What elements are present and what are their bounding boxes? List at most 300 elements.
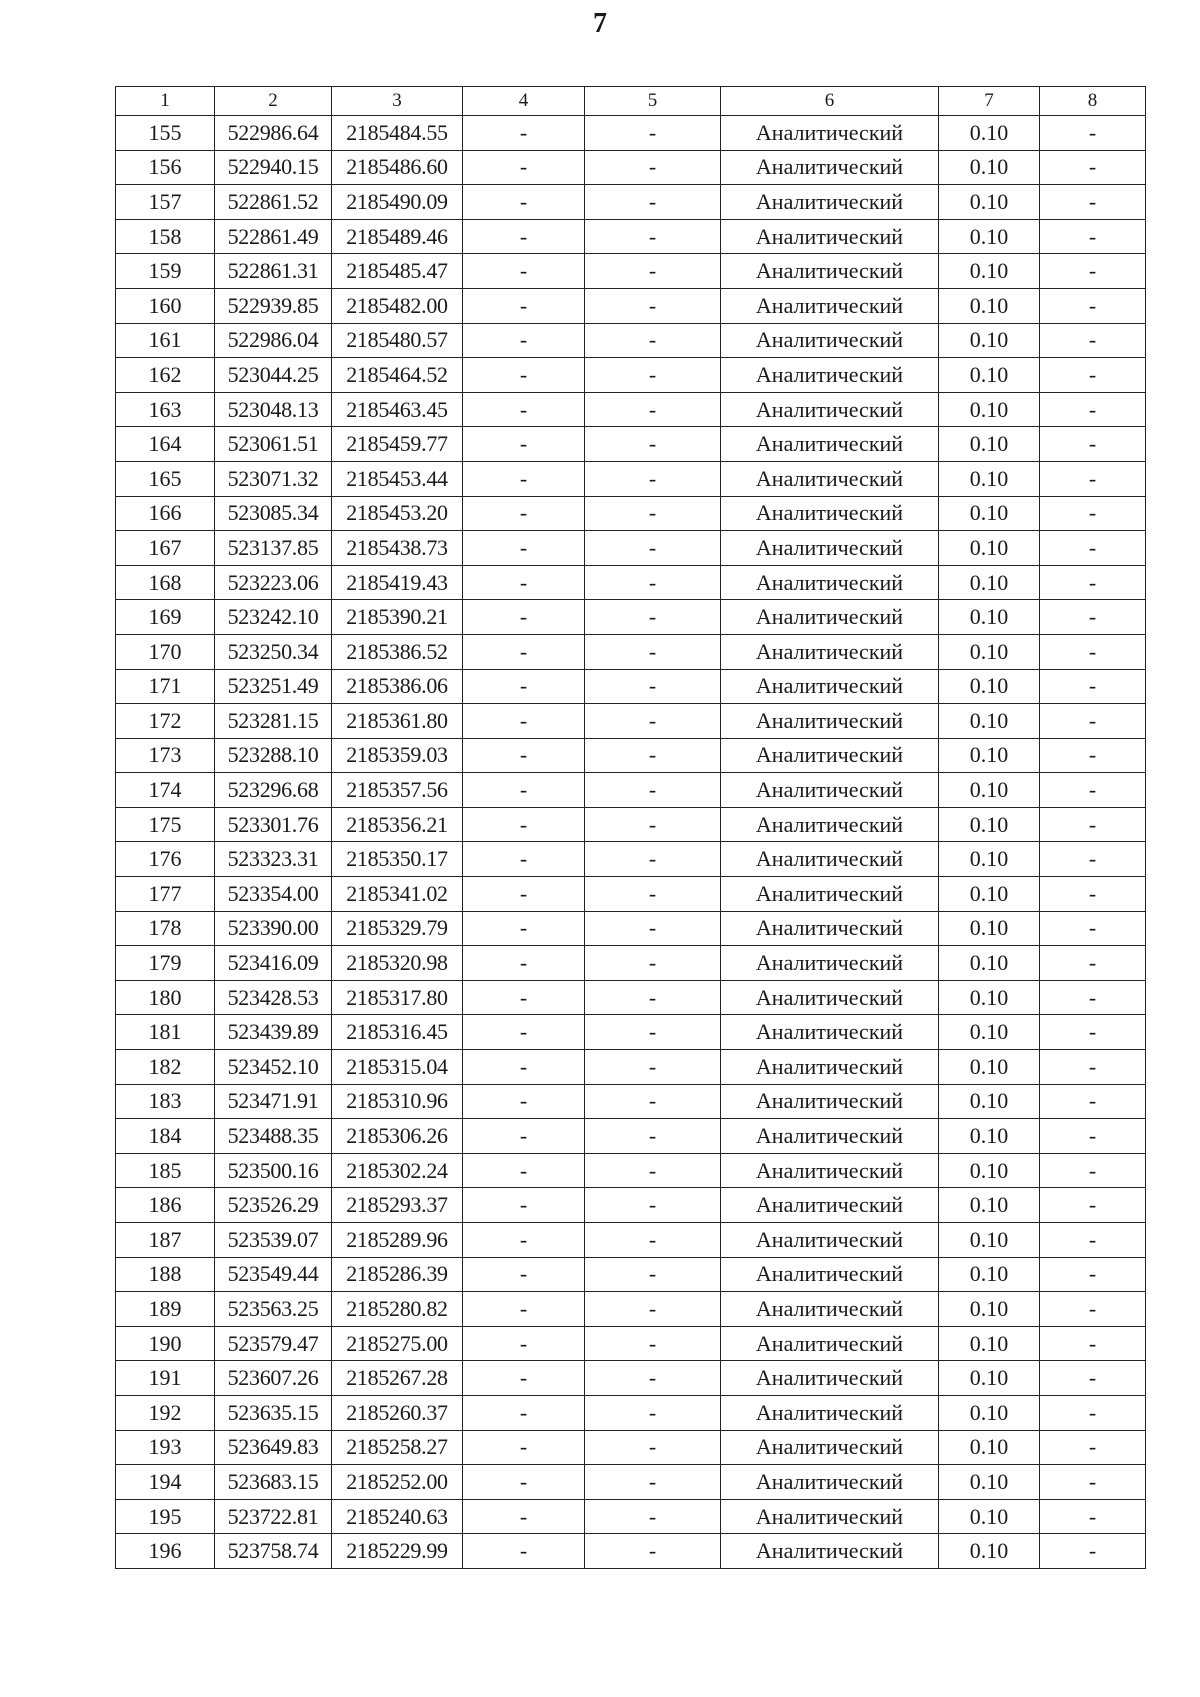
table-row — [116, 288, 1146, 323]
cell-coordinate-y: 2185359.03 — [332, 738, 463, 773]
cell-col-5: - — [585, 773, 721, 808]
table-row — [116, 150, 1146, 185]
cell-method: Аналитический — [721, 634, 939, 669]
cell-point-number: 162 — [116, 358, 215, 393]
cell-method: Аналитический — [721, 1084, 939, 1119]
cell-point-number: 185 — [116, 1153, 215, 1188]
table-row — [116, 1499, 1146, 1534]
cell-col-4: - — [463, 980, 585, 1015]
cell-col-8: - — [1040, 669, 1146, 704]
cell-col-5: - — [585, 1361, 721, 1396]
cell-col-5: - — [585, 738, 721, 773]
column-header: 6 — [721, 87, 939, 116]
cell-coordinate-x: 523722.81 — [215, 1499, 332, 1534]
cell-method: Аналитический — [721, 392, 939, 427]
cell-method: Аналитический — [721, 219, 939, 254]
cell-accuracy: 0.10 — [939, 254, 1040, 289]
cell-coordinate-x: 522940.15 — [215, 150, 332, 185]
cell-coordinate-x: 523539.07 — [215, 1223, 332, 1258]
cell-col-8: - — [1040, 1050, 1146, 1085]
cell-accuracy: 0.10 — [939, 1015, 1040, 1050]
table-row — [116, 496, 1146, 531]
cell-coordinate-x: 523549.44 — [215, 1257, 332, 1292]
cell-point-number: 163 — [116, 392, 215, 427]
cell-coordinate-x: 523635.15 — [215, 1395, 332, 1430]
cell-col-5: - — [585, 1465, 721, 1500]
table-row — [116, 323, 1146, 358]
cell-col-5: - — [585, 600, 721, 635]
cell-coordinate-x: 523390.00 — [215, 911, 332, 946]
table-body — [116, 116, 1146, 1569]
cell-point-number: 191 — [116, 1361, 215, 1396]
cell-accuracy: 0.10 — [939, 150, 1040, 185]
cell-coordinate-y: 2185286.39 — [332, 1257, 463, 1292]
cell-col-4: - — [463, 219, 585, 254]
cell-col-5: - — [585, 150, 721, 185]
cell-coordinate-x: 523488.35 — [215, 1119, 332, 1154]
cell-accuracy: 0.10 — [939, 496, 1040, 531]
cell-coordinate-y: 2185453.20 — [332, 496, 463, 531]
cell-coordinate-y: 2185489.46 — [332, 219, 463, 254]
cell-coordinate-y: 2185438.73 — [332, 531, 463, 566]
cell-col-5: - — [585, 1326, 721, 1361]
cell-coordinate-y: 2185260.37 — [332, 1395, 463, 1430]
column-header: 4 — [463, 87, 585, 116]
cell-col-5: - — [585, 704, 721, 739]
cell-col-5: - — [585, 877, 721, 912]
cell-col-5: - — [585, 1257, 721, 1292]
table-row — [116, 1257, 1146, 1292]
cell-coordinate-x: 523471.91 — [215, 1084, 332, 1119]
cell-coordinate-y: 2185390.21 — [332, 600, 463, 635]
cell-coordinate-y: 2185484.55 — [332, 116, 463, 151]
cell-method: Аналитический — [721, 254, 939, 289]
cell-col-8: - — [1040, 1119, 1146, 1154]
cell-col-4: - — [463, 634, 585, 669]
cell-point-number: 168 — [116, 565, 215, 600]
cell-col-4: - — [463, 1361, 585, 1396]
cell-col-4: - — [463, 496, 585, 531]
column-header: 5 — [585, 87, 721, 116]
cell-coordinate-y: 2185486.60 — [332, 150, 463, 185]
cell-point-number: 157 — [116, 185, 215, 220]
cell-accuracy: 0.10 — [939, 1084, 1040, 1119]
cell-col-8: - — [1040, 1430, 1146, 1465]
cell-point-number: 161 — [116, 323, 215, 358]
cell-col-4: - — [463, 565, 585, 600]
cell-col-8: - — [1040, 1534, 1146, 1569]
cell-col-5: - — [585, 358, 721, 393]
cell-point-number: 167 — [116, 531, 215, 566]
cell-col-4: - — [463, 323, 585, 358]
cell-coordinate-y: 2185386.06 — [332, 669, 463, 704]
cell-col-5: - — [585, 634, 721, 669]
cell-method: Аналитический — [721, 669, 939, 704]
table-row — [116, 842, 1146, 877]
cell-col-8: - — [1040, 565, 1146, 600]
cell-col-5: - — [585, 1050, 721, 1085]
cell-col-5: - — [585, 1153, 721, 1188]
cell-method: Аналитический — [721, 1292, 939, 1327]
cell-col-5: - — [585, 1015, 721, 1050]
cell-method: Аналитический — [721, 565, 939, 600]
cell-coordinate-y: 2185361.80 — [332, 704, 463, 739]
cell-coordinate-x: 523526.29 — [215, 1188, 332, 1223]
table-row — [116, 254, 1146, 289]
table-row — [116, 1119, 1146, 1154]
page-number: 7 — [593, 8, 607, 39]
cell-coordinate-y: 2185275.00 — [332, 1326, 463, 1361]
cell-accuracy: 0.10 — [939, 634, 1040, 669]
cell-col-8: - — [1040, 911, 1146, 946]
cell-col-8: - — [1040, 427, 1146, 462]
cell-accuracy: 0.10 — [939, 1361, 1040, 1396]
cell-accuracy: 0.10 — [939, 116, 1040, 151]
cell-coordinate-y: 2185310.96 — [332, 1084, 463, 1119]
cell-col-4: - — [463, 738, 585, 773]
cell-coordinate-x: 523301.76 — [215, 807, 332, 842]
cell-col-4: - — [463, 1257, 585, 1292]
column-header: 8 — [1040, 87, 1146, 116]
cell-col-5: - — [585, 1499, 721, 1534]
cell-col-8: - — [1040, 116, 1146, 151]
cell-point-number: 177 — [116, 877, 215, 912]
cell-col-8: - — [1040, 150, 1146, 185]
cell-point-number: 176 — [116, 842, 215, 877]
cell-coordinate-y: 2185341.02 — [332, 877, 463, 912]
cell-accuracy: 0.10 — [939, 323, 1040, 358]
cell-col-4: - — [463, 1015, 585, 1050]
cell-coordinate-x: 523354.00 — [215, 877, 332, 912]
table-row — [116, 185, 1146, 220]
cell-accuracy: 0.10 — [939, 1257, 1040, 1292]
cell-coordinate-y: 2185490.09 — [332, 185, 463, 220]
cell-col-5: - — [585, 565, 721, 600]
cell-coordinate-x: 523044.25 — [215, 358, 332, 393]
cell-col-4: - — [463, 773, 585, 808]
cell-col-5: - — [585, 116, 721, 151]
cell-point-number: 166 — [116, 496, 215, 531]
cell-method: Аналитический — [721, 1223, 939, 1258]
cell-point-number: 165 — [116, 461, 215, 496]
cell-col-4: - — [463, 807, 585, 842]
cell-coordinate-x: 523242.10 — [215, 600, 332, 635]
cell-method: Аналитический — [721, 807, 939, 842]
cell-col-4: - — [463, 911, 585, 946]
cell-col-5: - — [585, 1292, 721, 1327]
cell-accuracy: 0.10 — [939, 877, 1040, 912]
cell-col-5: - — [585, 1395, 721, 1430]
cell-coordinate-y: 2185315.04 — [332, 1050, 463, 1085]
cell-col-8: - — [1040, 185, 1146, 220]
cell-col-8: - — [1040, 946, 1146, 981]
cell-col-4: - — [463, 288, 585, 323]
cell-method: Аналитический — [721, 946, 939, 981]
cell-coordinate-y: 2185317.80 — [332, 980, 463, 1015]
cell-point-number: 184 — [116, 1119, 215, 1154]
cell-coordinate-x: 523071.32 — [215, 461, 332, 496]
table-row — [116, 392, 1146, 427]
cell-col-5: - — [585, 531, 721, 566]
cell-col-5: - — [585, 1430, 721, 1465]
table-row — [116, 600, 1146, 635]
cell-accuracy: 0.10 — [939, 600, 1040, 635]
cell-coordinate-x: 522939.85 — [215, 288, 332, 323]
cell-method: Аналитический — [721, 116, 939, 151]
column-header: 7 — [939, 87, 1040, 116]
cell-accuracy: 0.10 — [939, 669, 1040, 704]
cell-coordinate-x: 523439.89 — [215, 1015, 332, 1050]
cell-col-8: - — [1040, 1153, 1146, 1188]
cell-accuracy: 0.10 — [939, 704, 1040, 739]
cell-point-number: 174 — [116, 773, 215, 808]
cell-col-4: - — [463, 1499, 585, 1534]
cell-coordinate-x: 523323.31 — [215, 842, 332, 877]
cell-col-5: - — [585, 807, 721, 842]
cell-col-4: - — [463, 1534, 585, 1569]
cell-accuracy: 0.10 — [939, 980, 1040, 1015]
cell-col-5: - — [585, 288, 721, 323]
cell-accuracy: 0.10 — [939, 461, 1040, 496]
cell-col-8: - — [1040, 877, 1146, 912]
table-row — [116, 1534, 1146, 1569]
cell-point-number: 160 — [116, 288, 215, 323]
table-row — [116, 669, 1146, 704]
cell-method: Аналитический — [721, 877, 939, 912]
cell-coordinate-x: 523649.83 — [215, 1430, 332, 1465]
cell-col-4: - — [463, 358, 585, 393]
table-row — [116, 1153, 1146, 1188]
cell-col-4: - — [463, 1292, 585, 1327]
cell-coordinate-y: 2185463.45 — [332, 392, 463, 427]
cell-col-5: - — [585, 911, 721, 946]
cell-accuracy: 0.10 — [939, 531, 1040, 566]
cell-col-5: - — [585, 1084, 721, 1119]
cell-coordinate-y: 2185289.96 — [332, 1223, 463, 1258]
cell-coordinate-x: 523758.74 — [215, 1534, 332, 1569]
cell-point-number: 194 — [116, 1465, 215, 1500]
cell-point-number: 192 — [116, 1395, 215, 1430]
table-row — [116, 634, 1146, 669]
cell-coordinate-y: 2185480.57 — [332, 323, 463, 358]
cell-col-8: - — [1040, 1084, 1146, 1119]
table-row — [116, 1465, 1146, 1500]
cell-col-5: - — [585, 980, 721, 1015]
column-header: 3 — [332, 87, 463, 116]
cell-col-5: - — [585, 392, 721, 427]
cell-col-8: - — [1040, 358, 1146, 393]
cell-accuracy: 0.10 — [939, 773, 1040, 808]
cell-col-8: - — [1040, 738, 1146, 773]
table-row — [116, 1015, 1146, 1050]
coordinates-table — [115, 86, 1146, 1569]
cell-coordinate-x: 523579.47 — [215, 1326, 332, 1361]
cell-col-8: - — [1040, 461, 1146, 496]
cell-coordinate-x: 522861.49 — [215, 219, 332, 254]
cell-coordinate-x: 523500.16 — [215, 1153, 332, 1188]
cell-coordinate-x: 523251.49 — [215, 669, 332, 704]
cell-col-5: - — [585, 219, 721, 254]
cell-coordinate-x: 523085.34 — [215, 496, 332, 531]
cell-col-4: - — [463, 877, 585, 912]
cell-col-8: - — [1040, 634, 1146, 669]
cell-accuracy: 0.10 — [939, 1153, 1040, 1188]
cell-method: Аналитический — [721, 531, 939, 566]
cell-col-4: - — [463, 116, 585, 151]
table-row — [116, 1395, 1146, 1430]
cell-col-4: - — [463, 1465, 585, 1500]
cell-col-8: - — [1040, 1465, 1146, 1500]
table-row — [116, 565, 1146, 600]
cell-col-5: - — [585, 323, 721, 358]
cell-coordinate-x: 522986.64 — [215, 116, 332, 151]
cell-coordinate-x: 523683.15 — [215, 1465, 332, 1500]
cell-coordinate-x: 523137.85 — [215, 531, 332, 566]
cell-col-5: - — [585, 185, 721, 220]
cell-col-4: - — [463, 1119, 585, 1154]
cell-coordinate-x: 523607.26 — [215, 1361, 332, 1396]
cell-col-5: - — [585, 946, 721, 981]
cell-accuracy: 0.10 — [939, 1395, 1040, 1430]
cell-accuracy: 0.10 — [939, 946, 1040, 981]
cell-col-8: - — [1040, 1395, 1146, 1430]
cell-method: Аналитический — [721, 704, 939, 739]
cell-method: Аналитический — [721, 1534, 939, 1569]
cell-point-number: 175 — [116, 807, 215, 842]
cell-coordinate-x: 523296.68 — [215, 773, 332, 808]
cell-col-8: - — [1040, 1499, 1146, 1534]
cell-coordinate-x: 522986.04 — [215, 323, 332, 358]
cell-accuracy: 0.10 — [939, 1292, 1040, 1327]
cell-coordinate-y: 2185357.56 — [332, 773, 463, 808]
cell-method: Аналитический — [721, 600, 939, 635]
cell-col-8: - — [1040, 600, 1146, 635]
cell-col-4: - — [463, 531, 585, 566]
cell-accuracy: 0.10 — [939, 288, 1040, 323]
cell-coordinate-x: 523416.09 — [215, 946, 332, 981]
cell-col-8: - — [1040, 773, 1146, 808]
cell-point-number: 187 — [116, 1223, 215, 1258]
cell-accuracy: 0.10 — [939, 565, 1040, 600]
cell-accuracy: 0.10 — [939, 1050, 1040, 1085]
cell-point-number: 196 — [116, 1534, 215, 1569]
cell-accuracy: 0.10 — [939, 738, 1040, 773]
cell-col-4: - — [463, 150, 585, 185]
column-header: 1 — [116, 87, 215, 116]
cell-col-4: - — [463, 1395, 585, 1430]
cell-accuracy: 0.10 — [939, 392, 1040, 427]
cell-coordinate-y: 2185464.52 — [332, 358, 463, 393]
table-row — [116, 116, 1146, 151]
cell-method: Аналитический — [721, 323, 939, 358]
cell-col-8: - — [1040, 531, 1146, 566]
cell-col-4: - — [463, 1188, 585, 1223]
table-row — [116, 219, 1146, 254]
cell-accuracy: 0.10 — [939, 911, 1040, 946]
cell-coordinate-x: 523281.15 — [215, 704, 332, 739]
cell-col-4: - — [463, 1430, 585, 1465]
cell-coordinate-x: 523563.25 — [215, 1292, 332, 1327]
cell-point-number: 159 — [116, 254, 215, 289]
cell-accuracy: 0.10 — [939, 842, 1040, 877]
cell-coordinate-y: 2185280.82 — [332, 1292, 463, 1327]
column-header: 2 — [215, 87, 332, 116]
cell-col-5: - — [585, 254, 721, 289]
cell-col-5: - — [585, 427, 721, 462]
cell-coordinate-y: 2185453.44 — [332, 461, 463, 496]
cell-col-4: - — [463, 600, 585, 635]
cell-method: Аналитический — [721, 427, 939, 462]
cell-coordinate-y: 2185302.24 — [332, 1153, 463, 1188]
cell-coordinate-y: 2185320.98 — [332, 946, 463, 981]
cell-col-8: - — [1040, 980, 1146, 1015]
cell-col-8: - — [1040, 288, 1146, 323]
table-row — [116, 1430, 1146, 1465]
cell-coordinate-y: 2185267.28 — [332, 1361, 463, 1396]
cell-col-8: - — [1040, 323, 1146, 358]
cell-col-4: - — [463, 1326, 585, 1361]
cell-col-4: - — [463, 1153, 585, 1188]
table-row — [116, 1050, 1146, 1085]
cell-coordinate-x: 523428.53 — [215, 980, 332, 1015]
cell-point-number: 181 — [116, 1015, 215, 1050]
table-row — [116, 980, 1146, 1015]
cell-coordinate-y: 2185356.21 — [332, 807, 463, 842]
cell-point-number: 179 — [116, 946, 215, 981]
cell-coordinate-x: 523288.10 — [215, 738, 332, 773]
cell-col-4: - — [463, 946, 585, 981]
cell-point-number: 173 — [116, 738, 215, 773]
cell-col-5: - — [585, 461, 721, 496]
cell-col-4: - — [463, 669, 585, 704]
cell-col-5: - — [585, 1188, 721, 1223]
cell-col-5: - — [585, 1534, 721, 1569]
table-row — [116, 738, 1146, 773]
table-row — [116, 807, 1146, 842]
cell-col-5: - — [585, 1223, 721, 1258]
cell-col-8: - — [1040, 1188, 1146, 1223]
cell-method: Аналитический — [721, 842, 939, 877]
table-row — [116, 1326, 1146, 1361]
cell-col-4: - — [463, 842, 585, 877]
cell-col-8: - — [1040, 704, 1146, 739]
table-header-row — [116, 87, 1146, 116]
cell-accuracy: 0.10 — [939, 1223, 1040, 1258]
table-row — [116, 773, 1146, 808]
cell-method: Аналитический — [721, 1188, 939, 1223]
cell-point-number: 186 — [116, 1188, 215, 1223]
cell-col-8: - — [1040, 807, 1146, 842]
cell-col-4: - — [463, 461, 585, 496]
cell-coordinate-x: 522861.31 — [215, 254, 332, 289]
cell-accuracy: 0.10 — [939, 1188, 1040, 1223]
cell-point-number: 156 — [116, 150, 215, 185]
cell-coordinate-y: 2185350.17 — [332, 842, 463, 877]
cell-coordinate-y: 2185386.52 — [332, 634, 463, 669]
cell-method: Аналитический — [721, 358, 939, 393]
table-row — [116, 877, 1146, 912]
cell-point-number: 172 — [116, 704, 215, 739]
table-row — [116, 1223, 1146, 1258]
cell-accuracy: 0.10 — [939, 358, 1040, 393]
cell-method: Аналитический — [721, 288, 939, 323]
cell-coordinate-y: 2185419.43 — [332, 565, 463, 600]
cell-method: Аналитический — [721, 461, 939, 496]
table-row — [116, 1084, 1146, 1119]
cell-col-8: - — [1040, 1015, 1146, 1050]
cell-coordinate-x: 523250.34 — [215, 634, 332, 669]
cell-point-number: 193 — [116, 1430, 215, 1465]
